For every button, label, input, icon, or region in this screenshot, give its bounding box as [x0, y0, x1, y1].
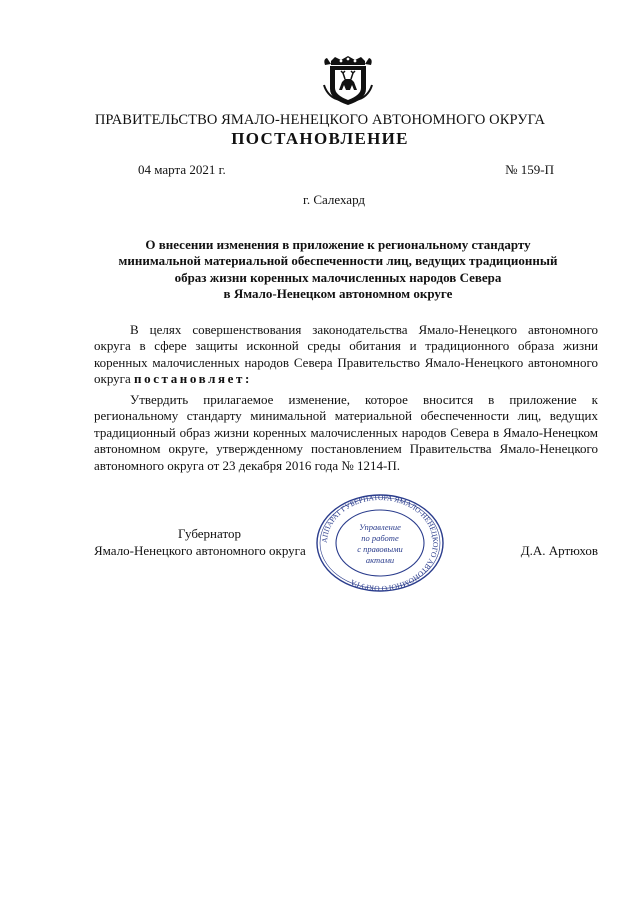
stamp-line: с правовыми	[357, 544, 403, 554]
document-number: № 159-П	[505, 162, 554, 177]
coat-of-arms-icon	[321, 55, 375, 107]
preamble-text: В целях совершенствования законодательства Ямало-Ненецкого автономного округа в сфере защиты исконной среды обитания и традиционного образа жизни коренных малочисленных народов Севера Правительство Ямало-Ненецкого автономного округа	[94, 322, 598, 387]
title-line: О внесении изменения в приложение к региональному стандарту	[145, 237, 531, 252]
stamp-line: по работе	[361, 533, 399, 543]
paragraph-preamble	[94, 322, 598, 388]
signatory-name: Д.А. Артюхов	[520, 543, 598, 558]
document-date: 04 марта 2021 г.	[138, 162, 226, 177]
signatory-organization: Ямало-Ненецкого автономного округа	[94, 543, 306, 558]
official-stamp	[315, 493, 445, 593]
document-city: г. Салехард	[302, 192, 366, 207]
title-line: минимальной материальной обеспеченности лиц, ведущих традиционный	[118, 253, 558, 269]
paragraph-resolution: Утвердить прилагаемое изменение, которое вносится в приложение к региональному стандарту минимальной материальной обеспеченности лиц, ведущих традиционный образ жизни коренных малочисленных народов Севера в Ямало-Ненецком автономном округе, утвержденному постановлением Правительства Ямало-Ненецкого автономного округа от 23 декабря 2016 года № 1214-П.	[94, 392, 598, 473]
stamp-ring-path: АППАРАТ ГУБЕРНАТОРА ЯМАЛО-НЕНЕЦКОГО АВТОНОМНОГО ОКРУГА	[319, 493, 441, 593]
document-type: ПОСТАНОВЛЕНИЕ	[231, 129, 409, 148]
stamp-line: актами	[365, 555, 395, 565]
stamp-line: Управление	[359, 522, 401, 532]
government-name: ПРАВИТЕЛЬСТВО ЯМАЛО-НЕНЕЦКОГО АВТОНОМНОГО ОКРУГА	[94, 112, 546, 128]
signatory-role: Губернатор	[178, 526, 241, 541]
title-line: в Ямало-Ненецком автономном округе	[223, 285, 453, 301]
resolution-word: постановляет:	[134, 371, 252, 387]
title-line: образ жизни коренных малочисленных народов Севера	[174, 269, 502, 285]
document-title	[60, 237, 616, 302]
